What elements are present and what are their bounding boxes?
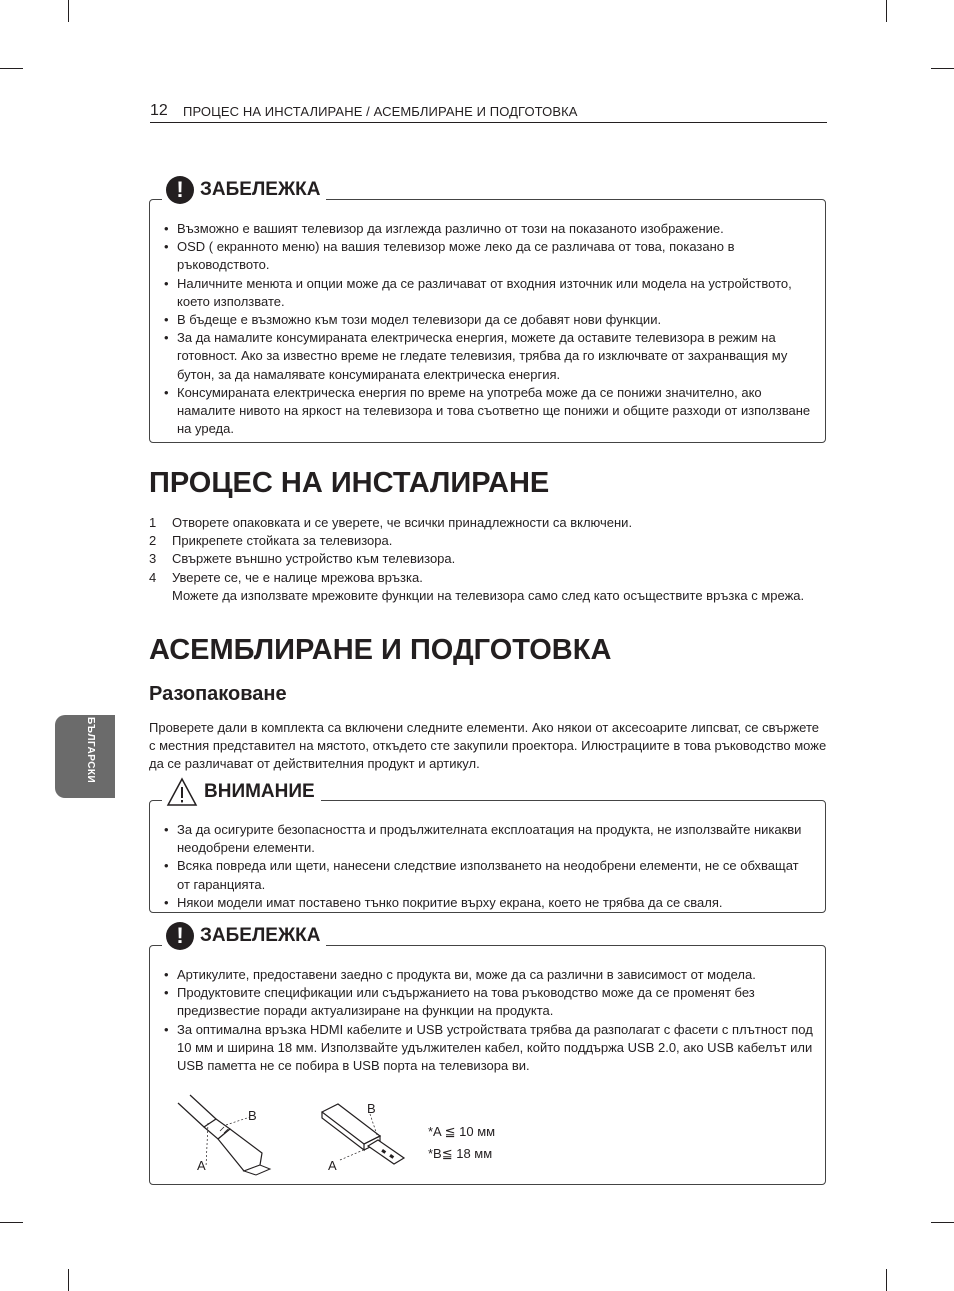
figure-label-b: B [367,1101,376,1116]
list-item: • За да осигурите безопасността и продължителната експлоатация на продукта, не използвайте никакви неодобрени елементи. [164,821,815,857]
running-title: ПРОЦЕС НА ИНСТАЛИРАНЕ / АСЕМБЛИРАНЕ И ПОДГОТОВКА [183,104,578,119]
crop-mark [68,0,69,22]
step-number: 1 [149,515,157,530]
note-box-header [162,922,326,950]
caution-list [164,821,815,912]
step-item [149,550,829,568]
crop-mark [0,68,23,69]
language-tab [55,715,115,798]
crop-mark [931,1222,954,1223]
spec-b: *B≦ 18 мм [428,1146,493,1161]
crop-mark [68,1269,69,1291]
step-text: Прикрепете стойката за телевизора. [172,533,393,549]
step-item [149,532,829,550]
figure-label-a: A [328,1158,337,1173]
installation-steps [149,514,829,605]
figure-label-a: A [197,1158,206,1173]
crop-mark [886,0,887,22]
unpacking-paragraph: Проверете дали в комплекта са включени следните елементи. Ако някои от аксесоарите липсват, се свържете с местния представител на мястото, откъдето сте закупили проектора. Илюстрациите в това ръководство може да се различават от действителния продукт и артикул. [149,720,827,772]
list-item: • Възможно е вашият телевизор да изглежда различно от този на показаното изображение. [164,220,815,238]
list-item: • За да намалите консумираната електрическа енергия, можете да оставите телевизора в режим на готовност. Ако за известно време не гледате телевизия, трябва да го изключвате от захранващия му бутон, за да намалявате консумираната електрическа енергия. [164,329,815,384]
list-item: • OSD ( екранното меню) на вашия телевизор може леко да се различава от това, показано в ръководството. [164,238,815,274]
caution-box-header [162,777,321,807]
list-item: • Някои модели имат поставено тънко покритие върху екрана, което не трябва да се сваля. [164,894,815,912]
page-header [150,101,827,123]
crop-mark [0,1222,23,1223]
step-number: 2 [149,533,157,549]
language-tab-label: БЪЛГАРСКИ [85,717,96,784]
step-text: Свържете външно устройство към телевизора. [172,551,456,567]
section-title: АСЕМБЛИРАНЕ И ПОДГОТОВКА [149,634,612,666]
spec-a: *A ≦ 10 мм [428,1124,496,1139]
list-item: • Консумираната електрическа енергия по време на употреба може да се понижи значително, ако намалите нивото на яркост на телевизора и това съответно ще понижи и общите разходи от използване на уреда. [164,384,815,439]
caution-box [149,781,826,913]
page-number: 12 [150,102,168,119]
exclamation-icon: ! [166,176,194,204]
list-item: • В бъдеще е възможно към този модел телевизори да се добавят нови функции. [164,311,815,329]
subsection-title: Разопаковане [149,683,287,705]
note-title: ЗАБЕЛЕЖКА [200,925,321,946]
section-title: ПРОЦЕС НА ИНСТАЛИРАНЕ [149,467,550,499]
step-text: Уверете се, че е налице мрежова връзка. [172,569,423,585]
list-item: • Наличните менюта и опции може да се различават от входния източник или модела на устройството, което използвате. [164,275,815,311]
step-item [149,514,829,532]
step-number: 3 [149,551,157,567]
list-item: • За оптимална връзка HDMI кабелите и USB устройствата трябва да разполагат с фасети с плътност под 10 мм и ширина 18 мм. Използвайте удължителен кабел, който поддържа USB 2.0, ако USB кабелът или USB паметта не се побира в USB порта на телевизора ви. [164,1021,815,1076]
connector-specs [428,1121,495,1165]
list-item: • Продуктовите спецификации или съдържанието на това ръководство може да се променят без предизвестие поради актуализиране на функции на продукта. [164,984,815,1020]
list-item: • Артикулите, предоставени заедно с продукта ви, може да са различни в зависимост от модела. [164,966,815,984]
step-extra-text: Можете да използвате мрежовите функции на телевизора само след като осъществите връзка с мрежа. [172,587,805,603]
crop-mark [931,68,954,69]
note-list [164,966,815,1075]
warning-triangle-icon [166,777,198,807]
crop-mark [886,1269,887,1291]
step-number: 4 [149,569,157,585]
caution-title: ВНИМАНИЕ [204,781,315,802]
hdmi-connector-illustration [170,1093,285,1178]
step-text: Отворете опаковката и се уверете, че всички принадлежности са включени. [172,515,633,530]
exclamation-icon: ! [166,922,194,950]
note-list [164,220,815,438]
note-box [149,177,826,443]
note-box-header [162,176,326,204]
step-item [149,569,829,605]
figure-label-b: B [248,1108,257,1123]
note-title: ЗАБЕЛЕЖКА [200,179,321,200]
list-item: • Всяка повреда или щети, нанесени следствие използването на неодобрени елементи, не се обхващат от гаранцията. [164,857,815,893]
